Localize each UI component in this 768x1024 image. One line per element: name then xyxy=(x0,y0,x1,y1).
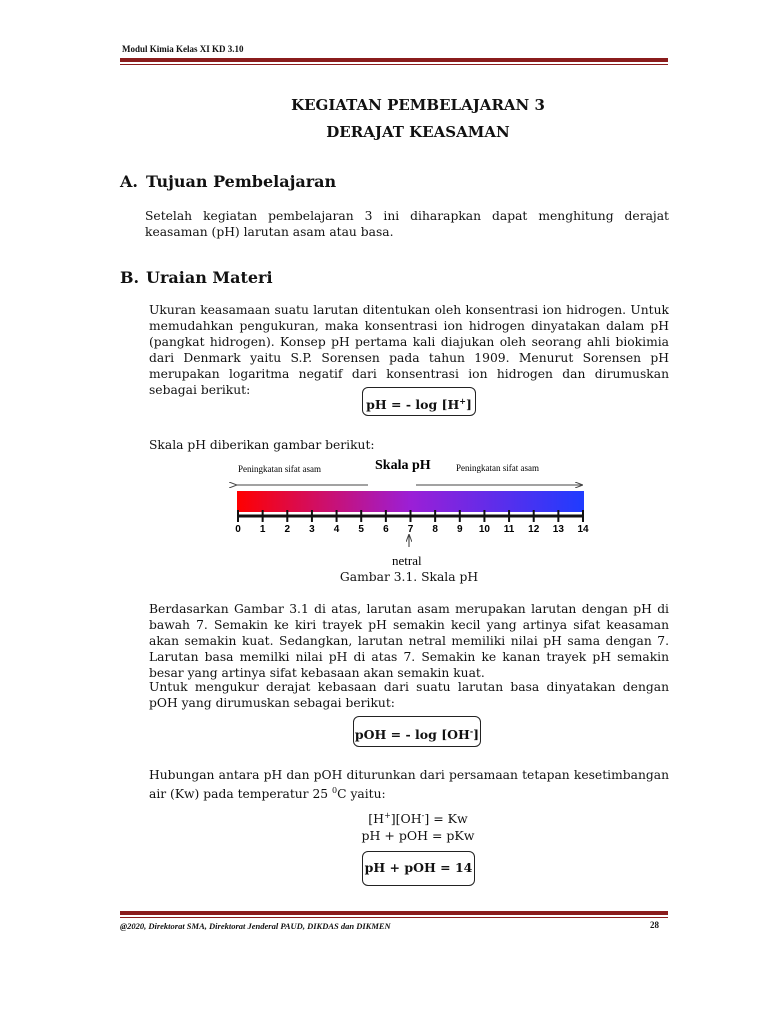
tick-label: 8 xyxy=(432,524,438,535)
tick-label: 1 xyxy=(259,524,266,535)
eq1-c: ] = Kw xyxy=(424,811,468,827)
header-rule-thick xyxy=(120,58,668,62)
para4-end: C yaitu: xyxy=(337,787,386,802)
tick-label: 5 xyxy=(358,524,364,535)
tick-label: 13 xyxy=(552,524,564,535)
footer-rule-thin xyxy=(120,917,668,918)
formula-poh-end: ] xyxy=(473,727,480,743)
section-b-para1: Ukuran keasamaan suatu larutan ditentukan oleh konsentrasi ion hidrogen. Untuk memudahkan pengukuran, maka konsentrasi ion hidrogen dinyatakan dalam pH (pangkat hidrogen). Konsep pH pertama kali diajukan oleh seorang ahli biokimia dari Denmark yaitu S.P. Sorensen pada tahun 1909. Menurut Sorensen pH merupakan logaritma negatif dari konsentrasi ion hidrogen dan dirumuskan sebagai berikut: xyxy=(149,303,669,397)
tick-label: 10 xyxy=(478,524,490,535)
formula-poh-main: pOH = - log [OH xyxy=(354,727,470,743)
section-a-title: Tujuan Pembelajaran xyxy=(146,172,337,191)
header-rule-thin xyxy=(120,64,668,65)
tick-label: 2 xyxy=(284,524,291,535)
module-header: Modul Kimia Kelas XI KD 3.10 xyxy=(122,44,244,54)
para4-text: Hubungan antara pH dan pOH diturunkan dari persamaan tetapan kesetimbangan air (Kw) pada temperatur 25 xyxy=(149,768,669,802)
tick-label: 4 xyxy=(333,524,340,535)
eq1-b-sup: - xyxy=(421,811,425,820)
para4-sup: 0 xyxy=(332,786,338,795)
scale-intro: Skala pH diberikan gambar berikut: xyxy=(149,438,375,452)
footer-copyright: @2020, Direktorat SMA, Direktorat Jenderal PAUD, DIKDAS dan DIKMEN xyxy=(120,921,391,931)
right-label: Peningkatan sifat asam xyxy=(456,463,539,473)
eq1-a: [H xyxy=(368,811,385,827)
equation-kw xyxy=(318,811,518,826)
title-line2: DERAJAT KEASAMAN xyxy=(326,123,510,141)
section-a-number: A. xyxy=(120,172,138,191)
formula-sum-box: pH + pOH = 14 xyxy=(362,851,475,886)
section-b-para4 xyxy=(149,767,669,802)
formula-poh-box xyxy=(353,716,481,747)
eq1-a-sup: + xyxy=(384,811,391,820)
eq1-b: ][OH xyxy=(390,811,422,827)
tick-group xyxy=(235,510,589,535)
formula-ph-end: ] xyxy=(465,397,472,413)
tick-label: 7 xyxy=(407,524,414,535)
tick-label: 9 xyxy=(457,524,463,535)
formula-poh-sup: - xyxy=(469,726,474,736)
section-b-para2: Berdasarkan Gambar 3.1 di atas, larutan asam merupakan larutan dengan pH di bawah 7. Semakin ke kiri trayek pH semakin kecil yang artinya sifat keasaman akan semakin kuat. Sedangkan, larutan netral memiliki nilai pH sama dengan 7. Larutan basa memilki nilai pH di atas 7. Semakin ke kanan trayek pH semakin besar yang artinya sifat kebasaan akan semakin kuat. xyxy=(149,602,669,680)
tick-label: 6 xyxy=(383,524,389,535)
tick-label: 0 xyxy=(235,524,241,535)
ph-scale-figure xyxy=(228,452,593,570)
section-b-heading xyxy=(120,268,273,287)
tick-label: 14 xyxy=(577,524,589,535)
tick-label: 12 xyxy=(528,524,540,535)
title-line1: KEGIATAN PEMBELAJARAN 3 xyxy=(291,96,545,114)
formula-ph-sup: + xyxy=(459,396,466,406)
section-b-number: B. xyxy=(120,268,140,287)
figure-title: Skala pH xyxy=(375,458,431,473)
figure-caption: Gambar 3.1. Skala pH xyxy=(339,570,479,584)
ph-color-bar xyxy=(237,491,584,512)
tick-label: 11 xyxy=(503,524,515,535)
section-a-heading xyxy=(120,172,336,191)
section-a-text: Setelah kegiatan pembelajaran 3 ini diharapkan dapat menghitung derajat keasaman (pH) larutan asam atau basa. xyxy=(145,209,669,239)
section-b-para3: Untuk mengukur derajat kebasaan dari suatu larutan basa dinyatakan dengan pOH yang dirumuskan sebagai berikut: xyxy=(149,680,669,710)
formula-ph-main: pH = - log [H xyxy=(366,397,460,413)
equation-pkw: pH + pOH = pKw xyxy=(361,828,475,843)
footer-rule-thick xyxy=(120,911,668,915)
section-b-title: Uraian Materi xyxy=(146,268,273,287)
page-number: 28 xyxy=(650,920,659,930)
left-label: Peningkatan sifat asam xyxy=(238,464,321,474)
tick-label: 3 xyxy=(309,524,315,535)
neutral-label: netral xyxy=(392,553,422,568)
formula-ph-box xyxy=(362,387,476,416)
